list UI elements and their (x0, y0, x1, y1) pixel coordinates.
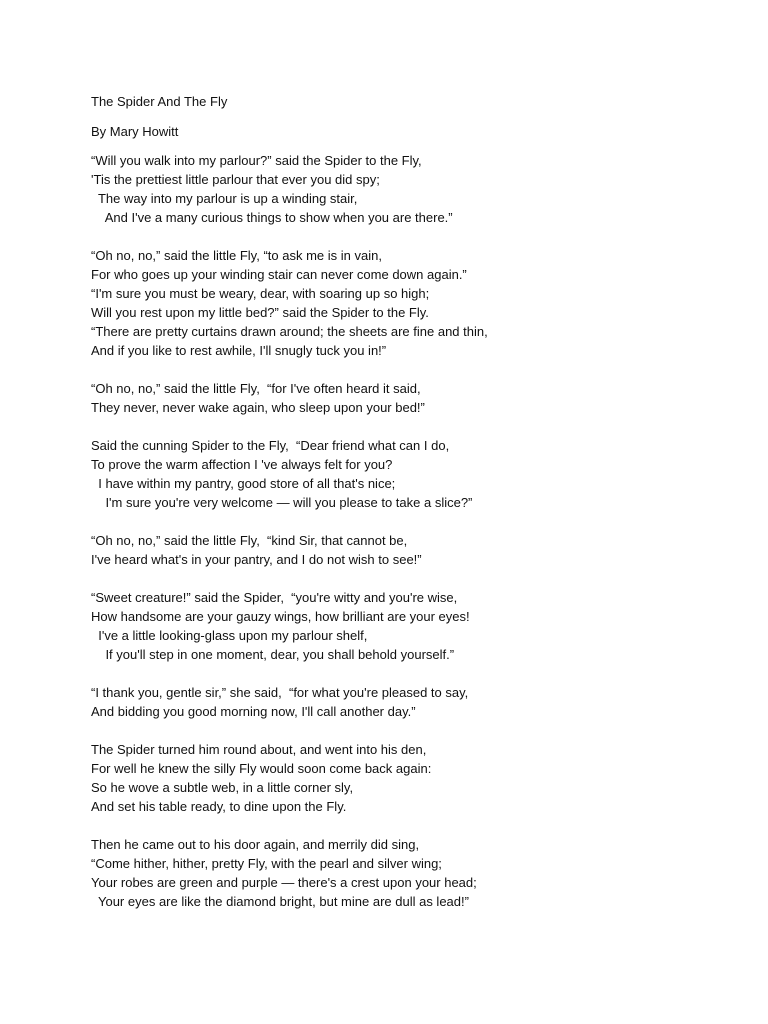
poem-body (91, 151, 751, 930)
poem-line: “Oh no, no,” said the little Fly, “kind Sir, that cannot be, (91, 533, 408, 548)
poem-line: And set his table ready, to dine upon the Fly. (91, 799, 347, 814)
poem-line: For who goes up your winding stair can never come down again.” (91, 267, 467, 282)
poem-line: I've a little looking-glass upon my parlour shelf, (91, 628, 368, 643)
stanza (91, 379, 751, 417)
poem-line: I'm sure you're very welcome — will you please to take a slice?” (91, 495, 473, 510)
poem-line: “There are pretty curtains drawn around; the sheets are fine and thin, (91, 324, 488, 339)
poem-line: Your eyes are like the diamond bright, but mine are dull as lead!” (91, 894, 469, 909)
stanza (91, 683, 751, 721)
poem-line: The way into my parlour is up a winding stair, (91, 191, 358, 206)
poem-line: If you'll step in one moment, dear, you shall behold yourself.” (91, 647, 455, 662)
poem-line: And bidding you good morning now, I'll call another day.” (91, 704, 416, 719)
stanza (91, 246, 751, 360)
stanza (91, 151, 751, 227)
poem-line: For well he knew the silly Fly would soon come back again: (91, 761, 432, 776)
poem-line: “Oh no, no,” said the little Fly, “to ask me is in vain, (91, 248, 382, 263)
poem-line: 'Tis the prettiest little parlour that ever you did spy; (91, 172, 380, 187)
stanza (91, 835, 751, 911)
poem-line: Then he came out to his door again, and merrily did sing, (91, 837, 420, 852)
poem-line: And if you like to rest awhile, I'll snugly tuck you in!” (91, 343, 387, 358)
poem-line: To prove the warm affection I 've always felt for you? (91, 457, 393, 472)
poem-title: The Spider And The Fly (91, 94, 228, 109)
poem-line: “Oh no, no,” said the little Fly, “for I've often heard it said, (91, 381, 421, 396)
poem-line: “Come hither, hither, pretty Fly, with the pearl and silver wing; (91, 856, 442, 871)
stanza (91, 588, 751, 664)
poem-line: “I thank you, gentle sir,” she said, “for what you're pleased to say, (91, 685, 469, 700)
poem-line: So he wove a subtle web, in a little corner sly, (91, 780, 354, 795)
poem-line: Your robes are green and purple — there's a crest upon your head; (91, 875, 477, 890)
poem-line: They never, never wake again, who sleep upon your bed!” (91, 400, 425, 415)
poem-line: The Spider turned him round about, and went into his den, (91, 742, 427, 757)
poem-line: And I've a many curious things to show when you are there.” (91, 210, 453, 225)
stanza (91, 531, 751, 569)
poem-line: “Will you walk into my parlour?” said the Spider to the Fly, (91, 153, 422, 168)
stanza (91, 740, 751, 816)
poem-line: “Sweet creature!” said the Spider, “you're witty and you're wise, (91, 590, 458, 605)
stanza (91, 436, 751, 512)
poem-line: I've heard what's in your pantry, and I do not wish to see!” (91, 552, 422, 567)
poem-line: Said the cunning Spider to the Fly, “Dear friend what can I do, (91, 438, 450, 453)
poem-line: I have within my pantry, good store of all that's nice; (91, 476, 396, 491)
author-line: By Mary Howitt (91, 124, 179, 139)
poem-line: How handsome are your gauzy wings, how brilliant are your eyes! (91, 609, 470, 624)
poem-line: “I'm sure you must be weary, dear, with soaring up so high; (91, 286, 430, 301)
poem-line: Will you rest upon my little bed?” said the Spider to the Fly. (91, 305, 429, 320)
